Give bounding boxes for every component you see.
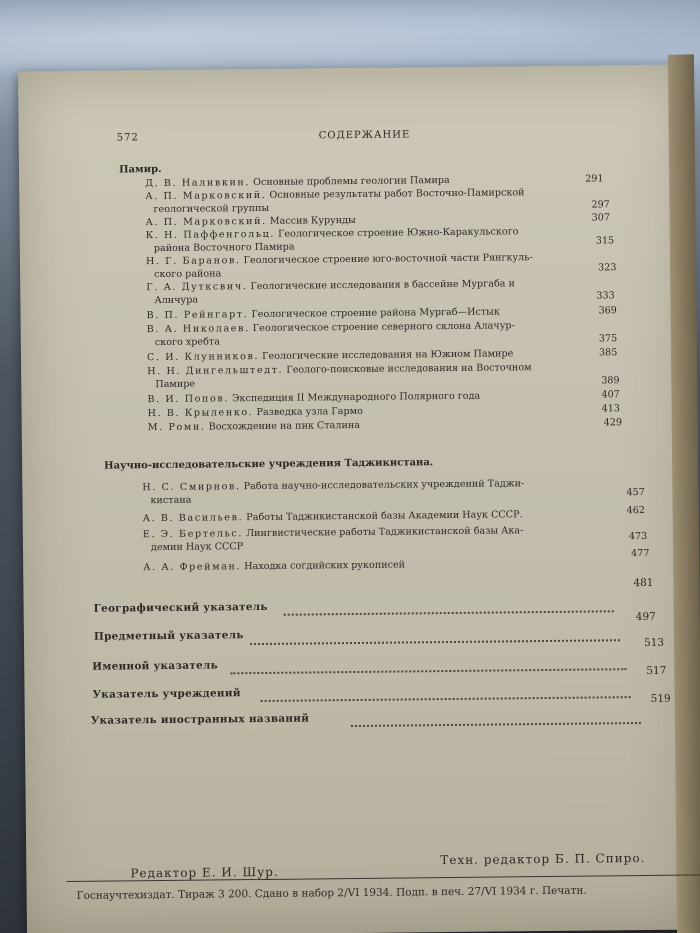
- entry-author: Н. Н. Дингельштедт.: [147, 364, 284, 378]
- index-subject: Предметный указатель: [93, 629, 244, 643]
- entry-author: А. П. Марковский.: [145, 189, 267, 203]
- entry-title: Геологические исследования в бассейне Мургаба и: [250, 278, 515, 293]
- entry-title: Массив Курунды: [269, 214, 356, 227]
- entry-author: Н. Г. Баранов.: [145, 255, 241, 268]
- toc-entry: [147, 362, 532, 391]
- leader-dots: [261, 694, 631, 702]
- entry-page: 307: [591, 212, 610, 224]
- entry-title: Геологическое строение Южно-Каракульского: [278, 226, 519, 240]
- entry-author: Е. Э. Бертельс.: [142, 528, 244, 541]
- toc-entry: [148, 420, 360, 435]
- entry-page: 477: [631, 547, 650, 560]
- index-geographic: Географический указатель: [93, 600, 268, 615]
- imprint-line: Госнаучтехиздат. Тираж 3 200. Сдано в набор 2/VI 1934. Подп. в печ. 27/VI 1934 г. Печатн.: [76, 884, 587, 902]
- index-foreign-names: Указатель иностранных названий: [90, 712, 310, 727]
- editor-credit: Редактор Е. И. Шур.: [130, 864, 279, 881]
- toc-entry: [143, 559, 405, 574]
- entry-author: А. А. Фрейман.: [143, 561, 242, 574]
- index-institutions: Указатель учреждений: [92, 687, 241, 701]
- entry-page: 369: [598, 305, 617, 317]
- entry-title-continued: Алнчура: [154, 294, 199, 306]
- entry-page: 385: [598, 347, 618, 359]
- entry-author: К. Н. Паффенгольц.: [145, 228, 276, 242]
- entry-page: 323: [598, 262, 617, 274]
- section-title-institutions: Научно-исследовательские учреждения Таджикистана.: [104, 457, 434, 472]
- entry-title-continued: района Восточного Памира: [153, 241, 295, 254]
- entry-page: 457: [626, 486, 645, 499]
- toc-entry: [143, 525, 524, 554]
- index-page: 497: [635, 610, 656, 624]
- entry-title-continued: демии Наук СССР: [150, 540, 244, 553]
- entry-title: Работы Таджикистанской базы Академии Наук СССР.: [246, 509, 523, 524]
- entry-title: Геологическое строение северного склона Алачур-: [252, 320, 515, 335]
- entry-title: Основные проблемы геологии Памира: [253, 174, 450, 189]
- entry-author: А. В. Васильев.: [142, 512, 244, 525]
- running-title: СОДЕРЖАНИЕ: [318, 129, 411, 142]
- leader-dots: [250, 637, 620, 645]
- entry-author: Д. В. Наливкин.: [145, 177, 251, 190]
- entry-page: 297: [591, 199, 610, 211]
- entry-author: Г. А. Дутксвич.: [146, 281, 248, 294]
- entry-page: 375: [598, 333, 618, 345]
- entry-title: Восхождение на пик Сталина: [208, 419, 361, 433]
- entry-page: 407: [601, 389, 620, 401]
- entry-title-continued: ского хребта: [154, 335, 220, 348]
- toc-entry: [146, 252, 533, 281]
- toc-entry: [145, 187, 524, 216]
- entry-title: Находка согдийских рукописей: [244, 559, 406, 573]
- entry-title: Лингвистические работы Таджикистанской базы Ака-: [246, 525, 524, 540]
- index-page: 519: [650, 692, 671, 705]
- index-page: 513: [643, 636, 665, 649]
- leader-dots: [284, 608, 614, 615]
- section-title-pamir: Памир.: [118, 164, 162, 176]
- entry-page: 462: [626, 504, 646, 517]
- entry-title: Геологическое строение юго-восточной части Рянгкуль-: [243, 252, 533, 267]
- entry-author: В. И. Попов.: [147, 393, 230, 406]
- entry-author: Н. В. Крыленко.: [147, 407, 254, 420]
- book-spine: [668, 54, 700, 933]
- page-header: [19, 126, 687, 149]
- entry-author: А. П. Марковский.: [145, 215, 267, 229]
- index-names: Именной указатель: [92, 659, 219, 673]
- toc-entry: [148, 406, 363, 421]
- toc-entry: [143, 509, 523, 526]
- entry-title-continued: геологической группы: [153, 202, 270, 215]
- entry-page: 389: [601, 375, 620, 387]
- entry-title: Геолого-поисковые исследования на Восточном: [286, 362, 532, 376]
- toc-entry: [146, 226, 519, 255]
- entry-title: Экспедиция II Международного Полярного года: [232, 390, 481, 405]
- entry-author: М. Роми.: [147, 421, 206, 434]
- entry-page: 473: [628, 530, 648, 543]
- page-number: 572: [116, 132, 139, 144]
- tech-editor-credit: Техн. редактор Б. П. Спиро.: [440, 850, 646, 868]
- entry-author: Н. С. Смирнов.: [142, 481, 241, 494]
- entry-title-continued: кистана: [150, 494, 192, 506]
- entry-title: Разведка узла Гармо: [256, 405, 363, 419]
- entry-title: Основные результаты работ Восточно-Памирской: [269, 187, 525, 201]
- toc-entry: [147, 320, 515, 349]
- entry-title: Работа научно-исследовательских учреждений Таджи-: [243, 478, 525, 493]
- toc-entry: [142, 478, 524, 507]
- book-page: [18, 65, 695, 933]
- leader-dots: [230, 666, 626, 674]
- index-page: 517: [646, 664, 667, 677]
- toc-entry: [147, 391, 480, 407]
- entry-author: В. П. Рейнгарт.: [146, 309, 249, 322]
- entry-page: 333: [596, 290, 615, 302]
- toc-entry: [146, 278, 515, 307]
- entry-page: 413: [601, 403, 620, 415]
- entry-author: С. И. Клунников.: [146, 350, 260, 364]
- index-page: 481: [633, 576, 654, 590]
- entry-page: 315: [595, 235, 615, 247]
- entry-title-continued: ского района: [154, 267, 222, 280]
- entry-author: В. А. Николаев.: [146, 323, 250, 336]
- entry-title-continued: Памире: [155, 378, 196, 390]
- leader-dots: [351, 720, 641, 727]
- entry-title: Геологические исследования на Южном Памире: [262, 348, 514, 362]
- entry-title: Геологическое строение района Мургаб—Истык: [251, 306, 500, 321]
- entry-page: 429: [603, 417, 623, 429]
- entry-page: 291: [585, 173, 604, 185]
